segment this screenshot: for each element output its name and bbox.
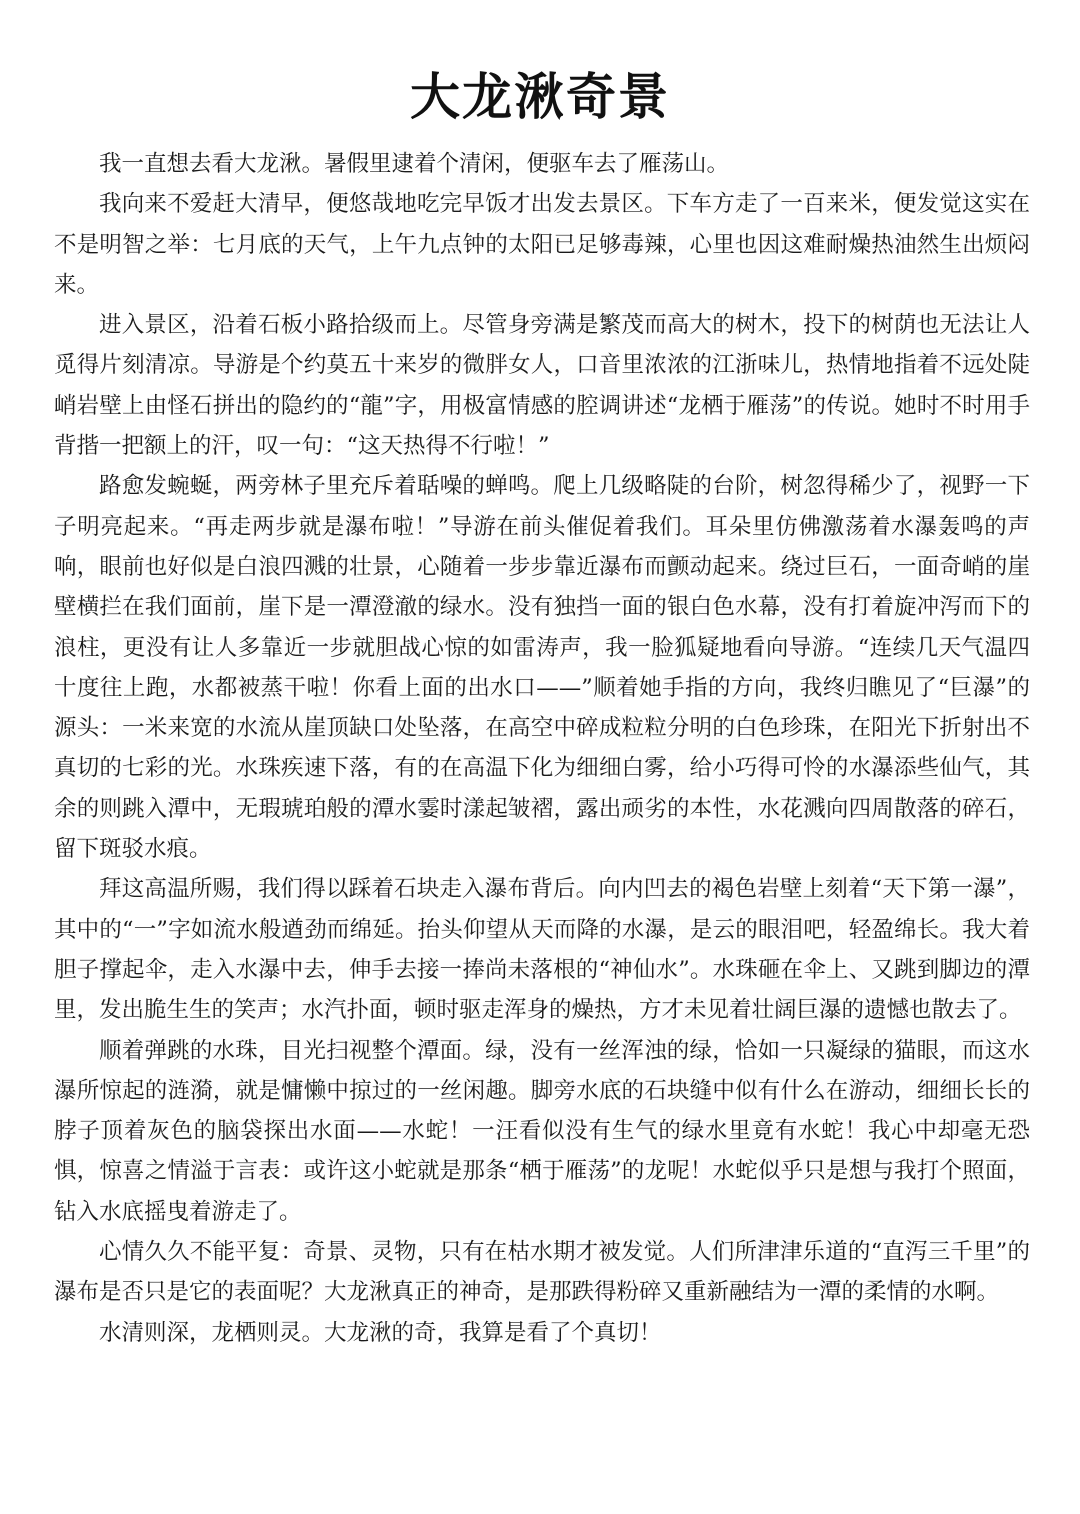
page-title: 大龙湫奇景	[410, 66, 670, 126]
paragraph-1: 我一直想去看大龙湫。暑假里逮着个清闲，便驱车去了雁荡山。	[99, 151, 730, 177]
essay-body	[54, 144, 1030, 1353]
paragraph-6: 顺着弹跳的水珠，目光扫视整个潭面。绿，没有一丝浑浊的绿，恰如一只凝绿的猫眼，而这水瀑所惊起的涟漪，就是慵懒中掠过的一丝闲趣。脚旁水底的石块缝中似有什么在游动，细细长长的脖子顶着灰色的脑袋探出水面——水蛇！一汪看似没有生气的绿水里竟有水蛇！我心中却毫无恐惧，惊喜之情溢于言表：或许这小蛇就是那条“栖于雁荡”的龙呢！水蛇似乎只是想与我打个照面，钻入水底摇曳着游走了。	[54, 1037, 1030, 1225]
paragraph-8: 水清则深，龙栖则灵。大龙湫的奇，我算是看了个真切！	[99, 1319, 662, 1346]
paragraph-7: 心情久久不能平复：奇景、灵物，只有在枯水期才被发觉。人们所津津乐道的“直泻三千里”的瀑布是否只是它的表面呢？大龙湫真正的神奇，是那跌得粉碎又重新融结为一潭的柔情的水啊。	[54, 1239, 1030, 1306]
paragraph-5: 拜这高温所赐，我们得以踩着石块走入瀑布背后。向内凹去的褐色岩壁上刻着“天下第一瀑”，其中的“一”字如流水般遒劲而绵延。抬头仰望从天而降的水瀑，是云的眼泪吧，轻盈绵长。我大着胆子撑起伞，走入水瀑中去，伸手去接一捧尚未落根的“神仙水”。水珠砸在伞上、又跳到脚边的潭里，发出脆生生的笑声；水汽扑面，顿时驱走浑身的燥热，方才未见着壮阔巨瀑的遗憾也散去了。	[54, 876, 1030, 1024]
paragraph-2: 我向来不爱赶大清早，便悠哉地吃完早饭才出发去景区。下车方走了一百来米，便发觉这实在不是明智之举：七月底的天气，上午九点钟的太阳已足够毒辣，心里也因这难耐燥热油然生出烦闷来。	[54, 191, 1030, 298]
paragraph-3: 进入景区，沿着石板小路拾级而上。尽管身旁满是繁茂而高大的树木，投下的树荫也无法让人觅得片刻清凉。导游是个约莫五十来岁的微胖女人，口音里浓浓的江浙味儿，热情地指着不远处陡峭岩壁上由怪石拼出的隐约的“龍”字，用极富情感的腔调讲述“龙栖于雁荡”的传说。她时不时用手背揩一把额上的汗，叹一句：“这天热得不行啦！”	[54, 312, 1030, 460]
paragraph-4: 路愈发蜿蜒，两旁林子里充斥着聒噪的蝉鸣。爬上几级略陡的台阶，树忽得稀少了，视野一下子明亮起来。“再走两步就是瀑布啦！”导游在前头催促着我们。耳朵里仿佛激荡着水瀑轰鸣的声响，眼前也好似是白浪四溅的壮景，心随着一步步靠近瀑布而颤动起来。绕过巨石，一面奇峭的崖壁横拦在我们面前，崖下是一潭澄澈的绿水。没有独挡一面的银白色水幕，没有打着旋冲泻而下的浪柱，更没有让人多靠近一步就胆战心惊的如雷涛声，我一脸狐疑地看向导游。“连续几天气温四十度往上跑，水都被蒸干啦！你看上面的出水口——”顺着她手指的方向，我终归瞧见了“巨瀑”的源头：一米来宽的水流从崖顶缺口处坠落，在高空中碎成粒粒分明的白色珍珠，在阳光下折射出不真切的七彩的光。水珠疾速下落，有的在高温下化为细细白雾，给小巧得可怜的水瀑添些仙气，其余的则跳入潭中，无瑕琥珀般的潭水霎时漾起皱褶，露出顽劣的本性，水花溅向四周散落的碎石，留下斑驳水痕。	[54, 473, 1030, 863]
